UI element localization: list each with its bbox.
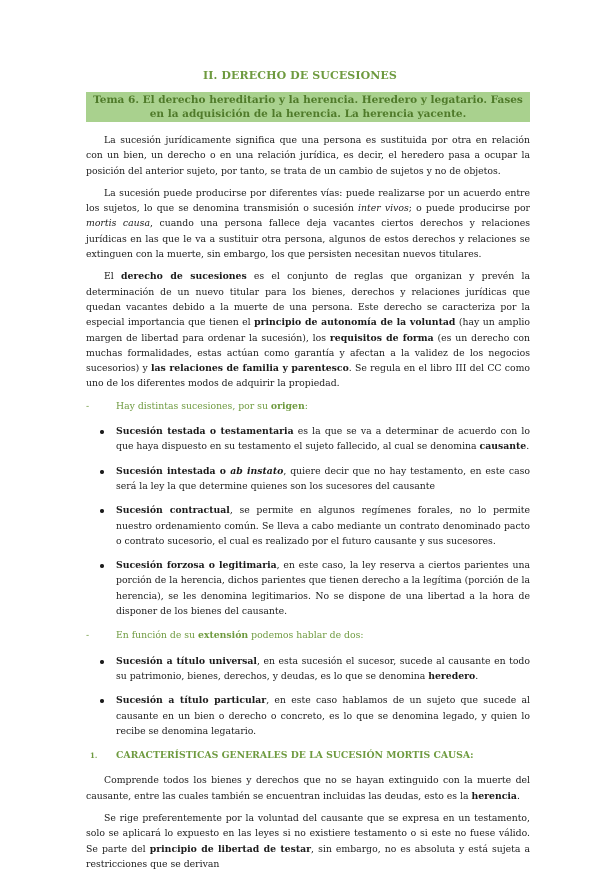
bullet-icon	[100, 564, 104, 568]
paragraph-intro: La sucesión jurídicamente significa que una persona es sustituida por otra en relación con un bien, un derecho o en una relación jurídica, es decir, el heredero pasa a ocupar la posición del anterior sujeto, por tanto, se trata de un cambio de sujetos y no de objetos.	[86, 135, 530, 177]
bullet-icon	[100, 430, 104, 434]
list-item: Sucesión a título particular, en este caso hablamos de un sujeto que sucede al causante en un bien o derecho o concreto, es lo que se denomina legado, y quien lo recibe se denomina legatario.	[86, 693, 530, 739]
document-body	[86, 133, 530, 879]
section-title: CARACTERÍSTICAS GENERALES DE LA SUCESIÓN MORTIS CAUSA:	[116, 750, 474, 762]
bullet-icon	[100, 660, 104, 664]
list-item: Sucesión intestada o ab instato, quiere decir que no hay testamento, en este caso será la ley la que determine quienes son los sucesores del causante	[86, 464, 530, 495]
list-origin-intro: - Hay distintas sucesiones, por su origen:	[86, 399, 530, 414]
list-item: Sucesión testada o testamentaria es la que se va a determinar de acuerdo con lo que haya dispuesto en su testamento el sujeto fallecido, al cual se denomina causante.	[86, 424, 530, 455]
inter-vivos-term: inter vivos	[358, 203, 409, 215]
list-extension-intro: - En función de su extensión podemos hablar de dos:	[86, 628, 530, 643]
dash-marker: -	[86, 400, 90, 412]
paragraph-definition: El derecho de sucesiones es el conjunto de reglas que organizan y prevén la determinación de un nuevo titular para los bienes, derechos y relaciones jurídicas que quedan vacantes debido a la muerte de una persona. Este derecho se caracteriza por la especial importancia que tienen el principio de autonomía de la voluntad (hay un amplio margen de libertad para ordenar la sucesión), los requisitos de forma (es un derecho con muchas formalidades, estas actúan como garantía y afectan a la validez de los negocios sucesorios) y las relaciones de familia y parentesco. Se regula en el libro III del CC como uno de los diferentes modos de adquirir la propiedad.	[86, 271, 531, 390]
list-origin	[86, 424, 530, 619]
bullet-icon	[100, 509, 104, 513]
mortis-causa-term: mortis causa	[86, 218, 150, 230]
list-extension	[86, 654, 530, 739]
list-item: Sucesión forzosa o legitimaria, en este caso, la ley reserva a ciertos parientes una porción de la herencia, dichos parientes que tienen derecho a la legítima (porción de la herencia), se les denomina legitimarios. No se dispone de una libertad a la hora de disponer de los bienes del causante.	[86, 558, 530, 619]
bullet-icon	[100, 699, 104, 703]
list-item: Sucesión a título universal, en esta sucesión el sucesor, sucede al causante en todo su patrimonio, bienes, derechos, y deudas, es lo que se denomina heredero.	[86, 654, 530, 685]
paragraph-herencia: Comprende todos los bienes y derechos que no se hayan extinguido con la muerte del causante, entre las cuales también se encuentran incluidas las deudas, esto es la herencia.	[86, 775, 530, 802]
dash-marker: -	[86, 630, 90, 642]
bullet-icon	[100, 470, 104, 474]
paragraph-vias: La sucesión puede producirse por diferentes vías: puede realizarse por un acuerdo entre los sujetos, lo que se denomina transmisión o sucesión inter vivos; o puede producirse por mortis causa, cuando una persona fallece deja vacantes ciertos derechos y relaciones jurídicas en las que le va a sustituir otra persona, algunos de estos derechos y relaciones se extinguen con la muerte, sin embargo, los que persisten necesitan nuevos titulares.	[86, 187, 530, 261]
section-heading-caracteristicas	[86, 748, 530, 763]
section-number: 1.	[90, 751, 98, 761]
paragraph-voluntad: Se rige preferentemente por la voluntad del causante que se expresa en un testamento, solo se aplicará lo expuesto en las leyes si no existiere testamento o si este no fuese válido. Se parte del principio de libertad de testar, sin embargo, no es absoluta y está sujeta a restricciones que se derivan	[86, 812, 530, 870]
part-title: II. DERECHO DE SUCESIONES	[203, 69, 397, 82]
theme-title-band	[86, 92, 530, 122]
list-item: Sucesión contractual, se permite en algunos regímenes forales, no lo permite nuestro ordenamiento común. Se lleva a cabo mediante un contrato denominado pacto o contrato sucesorio, el cual es realizado por el futuro causante y sus sucesores.	[86, 503, 530, 549]
theme-title: Tema 6. El derecho hereditario y la herencia. Heredero y legatario. Fases en la adquisición de la herencia. La herencia yacente.	[93, 94, 523, 120]
